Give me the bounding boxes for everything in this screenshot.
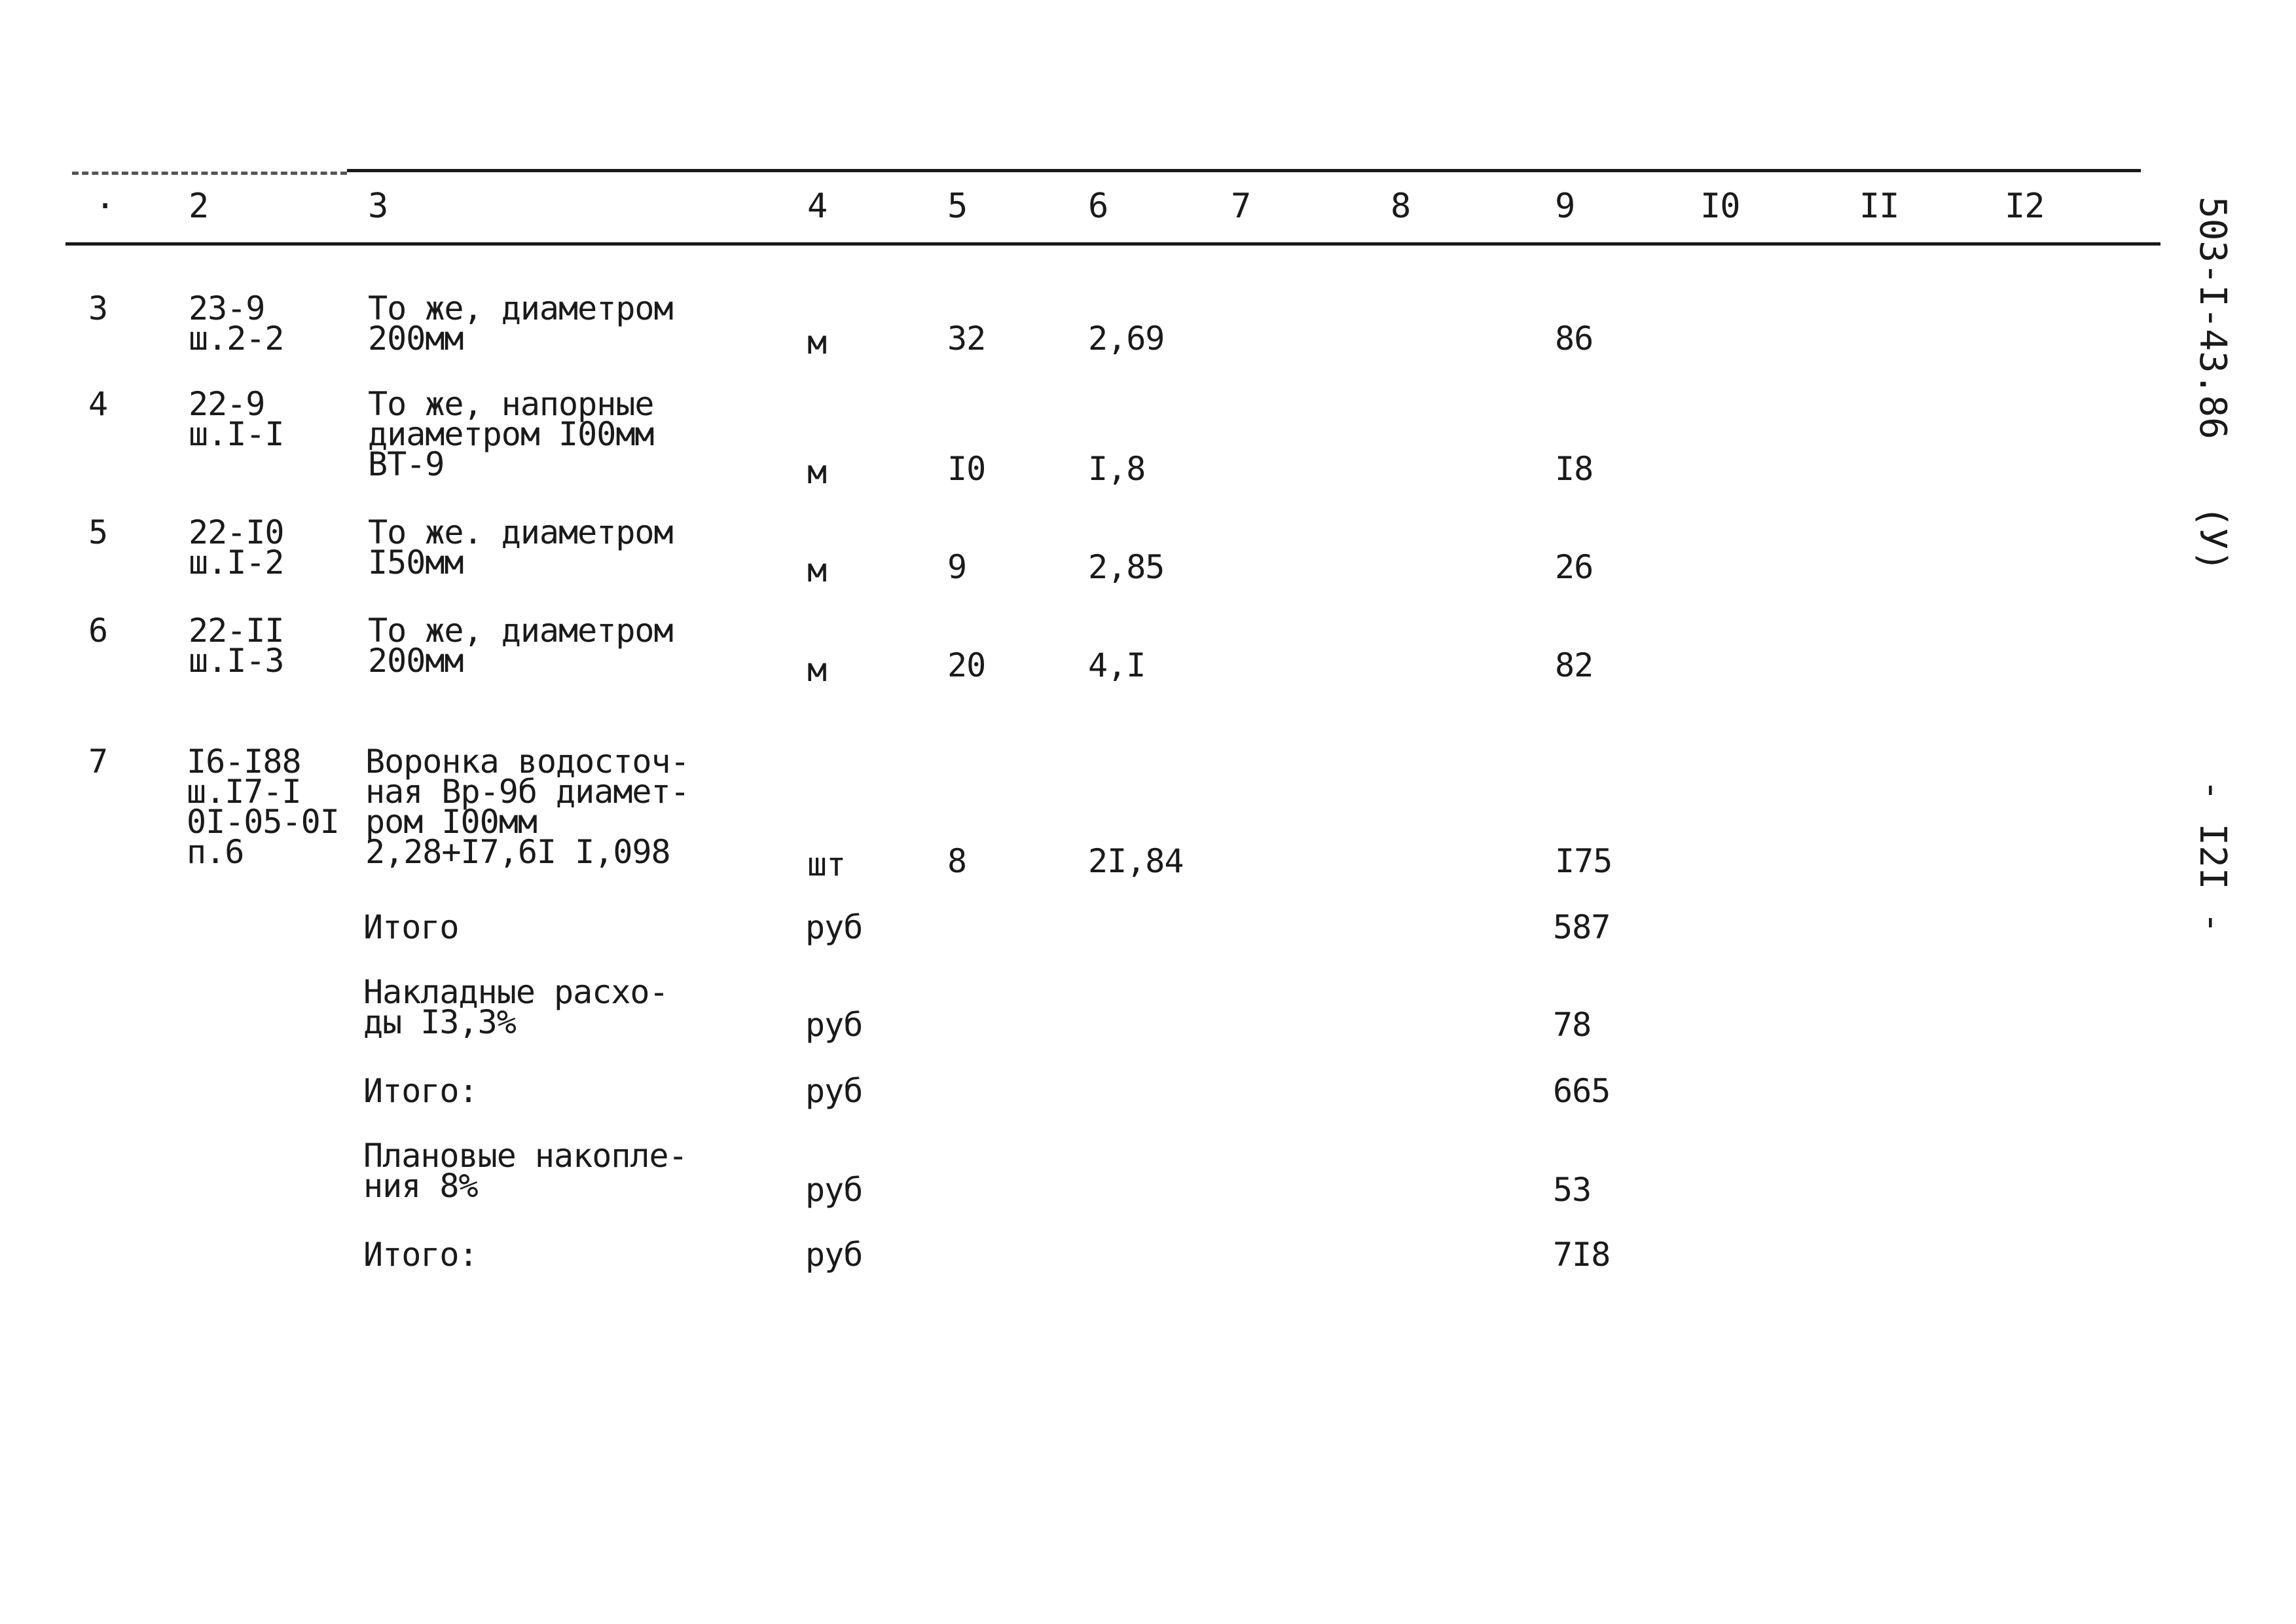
row-quantity: I0 [947, 450, 986, 488]
row-code: I6-I88 ш.I7-I 0I-05-0I п.6 [187, 743, 339, 871]
row-unit-price: I,8 [1088, 450, 1146, 488]
row-code: 22-9 ш.I-I [189, 385, 284, 453]
summary-total: 587 [1553, 908, 1611, 946]
row-total: I75 [1555, 842, 1613, 880]
summary-unit: руб [805, 1236, 863, 1274]
row-unit-price: 4,I [1088, 646, 1146, 684]
col-header-2: 2 [189, 187, 209, 226]
row-number: 3 [88, 289, 108, 327]
col-header-10: I0 [1700, 187, 1740, 226]
col-header-9: 9 [1555, 187, 1575, 226]
top-rule-left [72, 172, 347, 175]
summary-unit: руб [805, 1006, 863, 1044]
row-total: I8 [1555, 450, 1594, 488]
col-header-8: 8 [1391, 187, 1411, 226]
row-total: 82 [1555, 646, 1594, 684]
summary-unit: руб [805, 1072, 863, 1110]
row-description: То же, напорные диаметром I00мм ВТ-9 [368, 385, 654, 483]
row-unit-price: 2,69 [1088, 320, 1165, 358]
row-quantity: 8 [947, 842, 967, 880]
summary-label: Накладные расхо- ды I3,3% [363, 973, 668, 1041]
row-unit: м [807, 551, 827, 589]
row-total: 26 [1555, 548, 1594, 586]
summary-label: Итого [363, 908, 459, 946]
col-header-1: · [95, 187, 115, 226]
col-header-12: I2 [2005, 187, 2045, 226]
summary-label: Плановые накопле- ния 8% [363, 1137, 687, 1205]
row-quantity: 20 [947, 646, 986, 684]
row-total: 86 [1555, 320, 1594, 358]
summary-unit: руб [805, 908, 863, 946]
top-rule [347, 169, 2141, 172]
row-code: 22-II ш.I-3 [189, 612, 284, 680]
row-unit-price: 2,85 [1088, 548, 1165, 586]
summary-label: Итого: [363, 1072, 478, 1110]
row-unit: шт [807, 845, 846, 883]
row-number: 7 [88, 743, 108, 781]
page-number: - I2I - [2191, 779, 2234, 934]
row-description: То же, диаметром 200мм [368, 289, 673, 358]
document-code: 503-I-43.86 (У) [2191, 196, 2234, 572]
row-description: То же, диаметром 200мм [368, 612, 673, 680]
summary-label: Итого: [363, 1236, 478, 1274]
row-description: Воронка водосточ- ная Вр-9б диамет- ром I00мм 2,28+I7,6I I,098 [365, 743, 689, 871]
row-number: 6 [88, 612, 108, 650]
summary-total: 665 [1553, 1072, 1611, 1110]
col-header-5: 5 [947, 187, 968, 226]
col-header-7: 7 [1231, 187, 1251, 226]
row-number: 4 [88, 385, 108, 423]
col-header-11: II [1859, 187, 1899, 226]
summary-total: 53 [1553, 1171, 1592, 1209]
row-code: 22-I0 ш.I-2 [189, 513, 284, 581]
row-description: То же. диаметром I50мм [368, 513, 673, 581]
summary-total: 78 [1553, 1006, 1592, 1044]
row-quantity: 9 [947, 548, 967, 586]
col-header-6: 6 [1088, 187, 1108, 226]
row-unit: м [807, 453, 827, 491]
row-code: 23-9 ш.2-2 [189, 289, 284, 358]
col-header-4: 4 [807, 187, 828, 226]
header-rule [65, 242, 2160, 246]
col-header-3: 3 [368, 187, 388, 226]
row-unit-price: 2I,84 [1088, 842, 1184, 880]
row-quantity: 32 [947, 320, 986, 358]
row-unit: м [807, 323, 827, 361]
summary-unit: руб [805, 1171, 863, 1209]
summary-total: 7I8 [1553, 1236, 1611, 1274]
row-unit: м [807, 651, 827, 689]
row-number: 5 [88, 513, 108, 551]
